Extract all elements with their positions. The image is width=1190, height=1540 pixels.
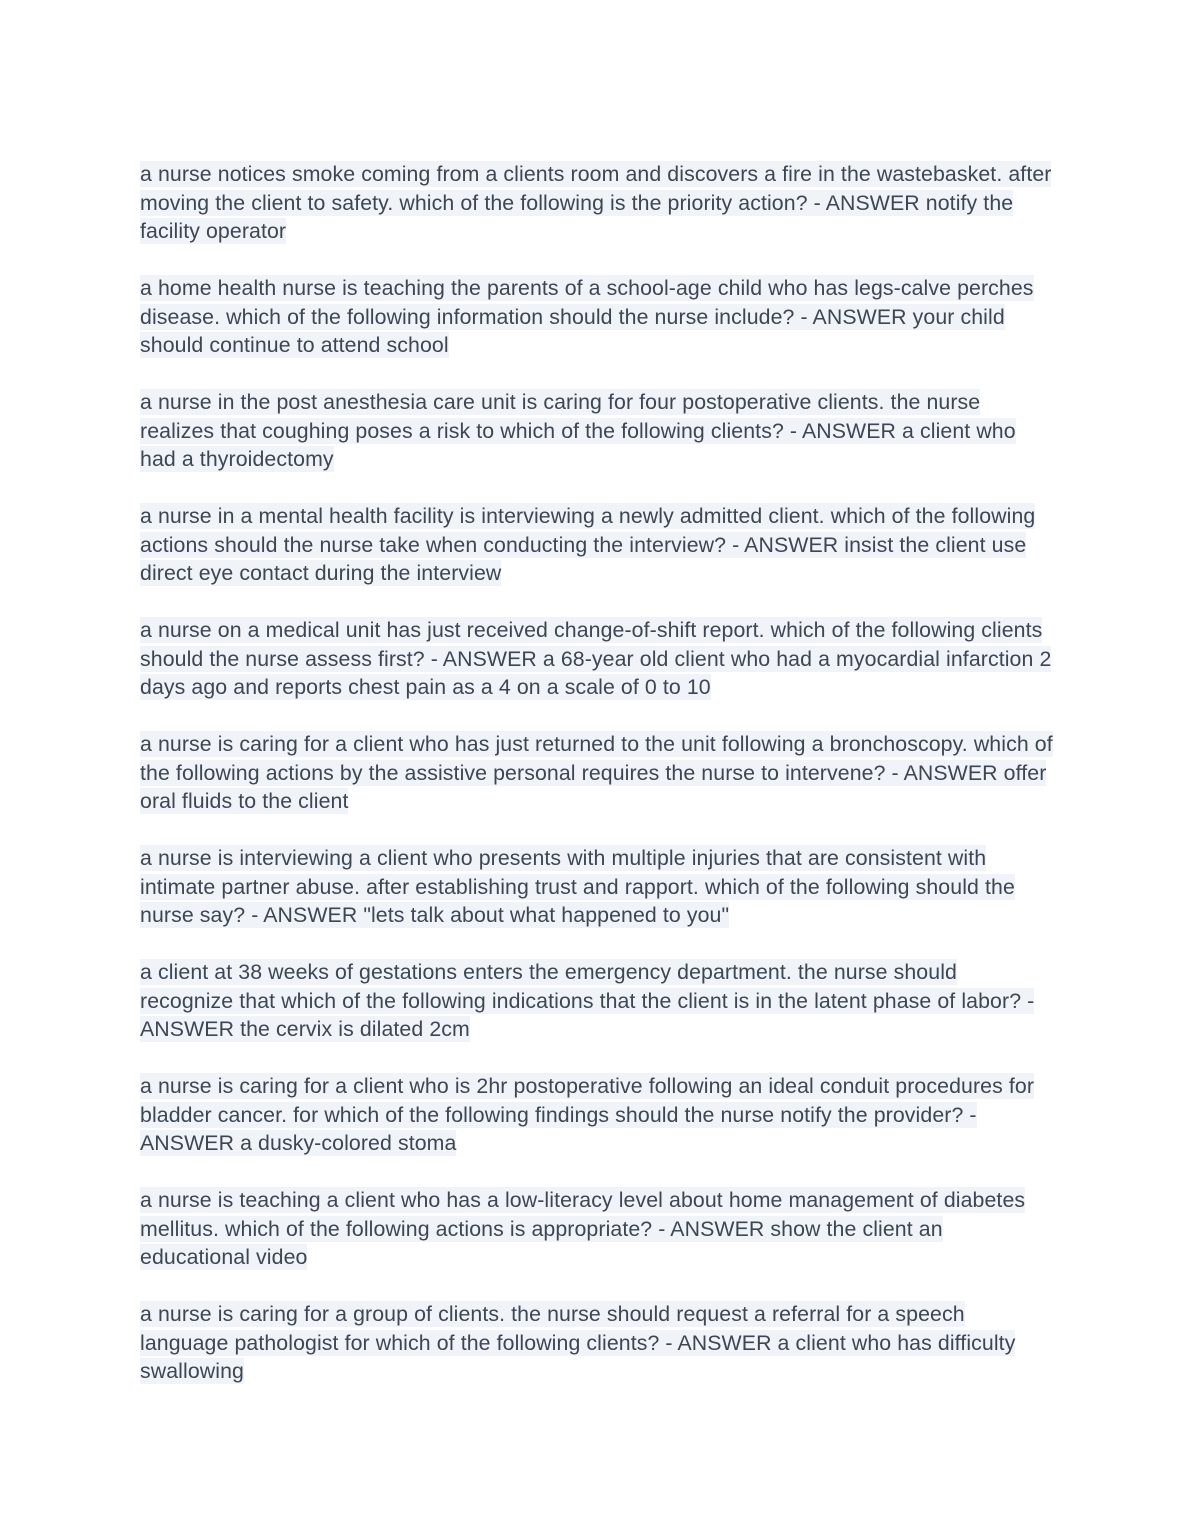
qa-paragraph (140, 616, 1054, 702)
qa-paragraph (140, 160, 1054, 246)
qa-paragraph (140, 502, 1054, 588)
qa-paragraph-text: a client at 38 weeks of gestations enters the emergency department. the nurse should recognize that which of the following indications that the client is in the latent phase of labor? - ANSWER the cervix is dilated 2cm (140, 960, 1035, 1041)
qa-paragraph-text: a nurse in the post anesthesia care unit is caring for four postoperative clients. the nurse realizes that coughing poses a risk to which of the following clients? - ANSWER a client who had a thyroidectomy (140, 390, 1016, 471)
qa-paragraph-text: a nurse on a medical unit has just received change-of-shift report. which of the following clients should the nurse assess first? - ANSWER a 68-year old client who had a myocardial infarction 2 days ago and reports chest pain as a 4 on a scale of 0 to 10 (140, 618, 1052, 699)
qa-paragraph-text: a nurse is caring for a client who has just returned to the unit following a bronchoscopy. which of the following actions by the assistive personal requires the nurse to intervene? - ANSWER offer oral fluids to the client (140, 732, 1053, 813)
qa-paragraph (140, 958, 1054, 1044)
qa-paragraph-text: a nurse is interviewing a client who presents with multiple injuries that are consistent with intimate partner abuse. after establishing trust and rapport. which of the following should the nurse say? - ANSWER "lets talk about what happened to you" (140, 846, 1015, 927)
qa-paragraph (140, 844, 1054, 930)
qa-paragraph (140, 1072, 1054, 1158)
qa-paragraph (140, 1186, 1054, 1272)
qa-paragraph (140, 730, 1054, 816)
qa-paragraph (140, 1300, 1054, 1386)
qa-paragraph-text: a nurse is teaching a client who has a low-literacy level about home management of diabetes mellitus. which of the following actions is appropriate? - ANSWER show the client an educational video (140, 1188, 1026, 1269)
document-body (140, 160, 1054, 1386)
qa-paragraph-text: a home health nurse is teaching the parents of a school-age child who has legs-calve perches disease. which of the following information should the nurse include? - ANSWER your child should continue to attend school (140, 276, 1034, 357)
qa-paragraph-text: a nurse is caring for a client who is 2hr postoperative following an ideal conduit procedures for bladder cancer. for which of the following findings should the nurse notify the provider? - ANSWER a dusky-colored stoma (140, 1074, 1035, 1155)
qa-paragraph-text: a nurse in a mental health facility is interviewing a newly admitted client. which of the following actions should the nurse take when conducting the interview? - ANSWER insist the client use direct eye contact during the interview (140, 504, 1036, 585)
qa-paragraph (140, 388, 1054, 474)
qa-paragraph (140, 274, 1054, 360)
qa-paragraph-text: a nurse is caring for a group of clients. the nurse should request a referral for a speech language pathologist for which of the following clients? - ANSWER a client who has difficulty swallowing (140, 1302, 1016, 1383)
qa-paragraph-text: a nurse notices smoke coming from a clients room and discovers a fire in the wastebasket. after moving the client to safety. which of the following is the priority action? - ANSWER notify the facility operator (140, 162, 1052, 243)
